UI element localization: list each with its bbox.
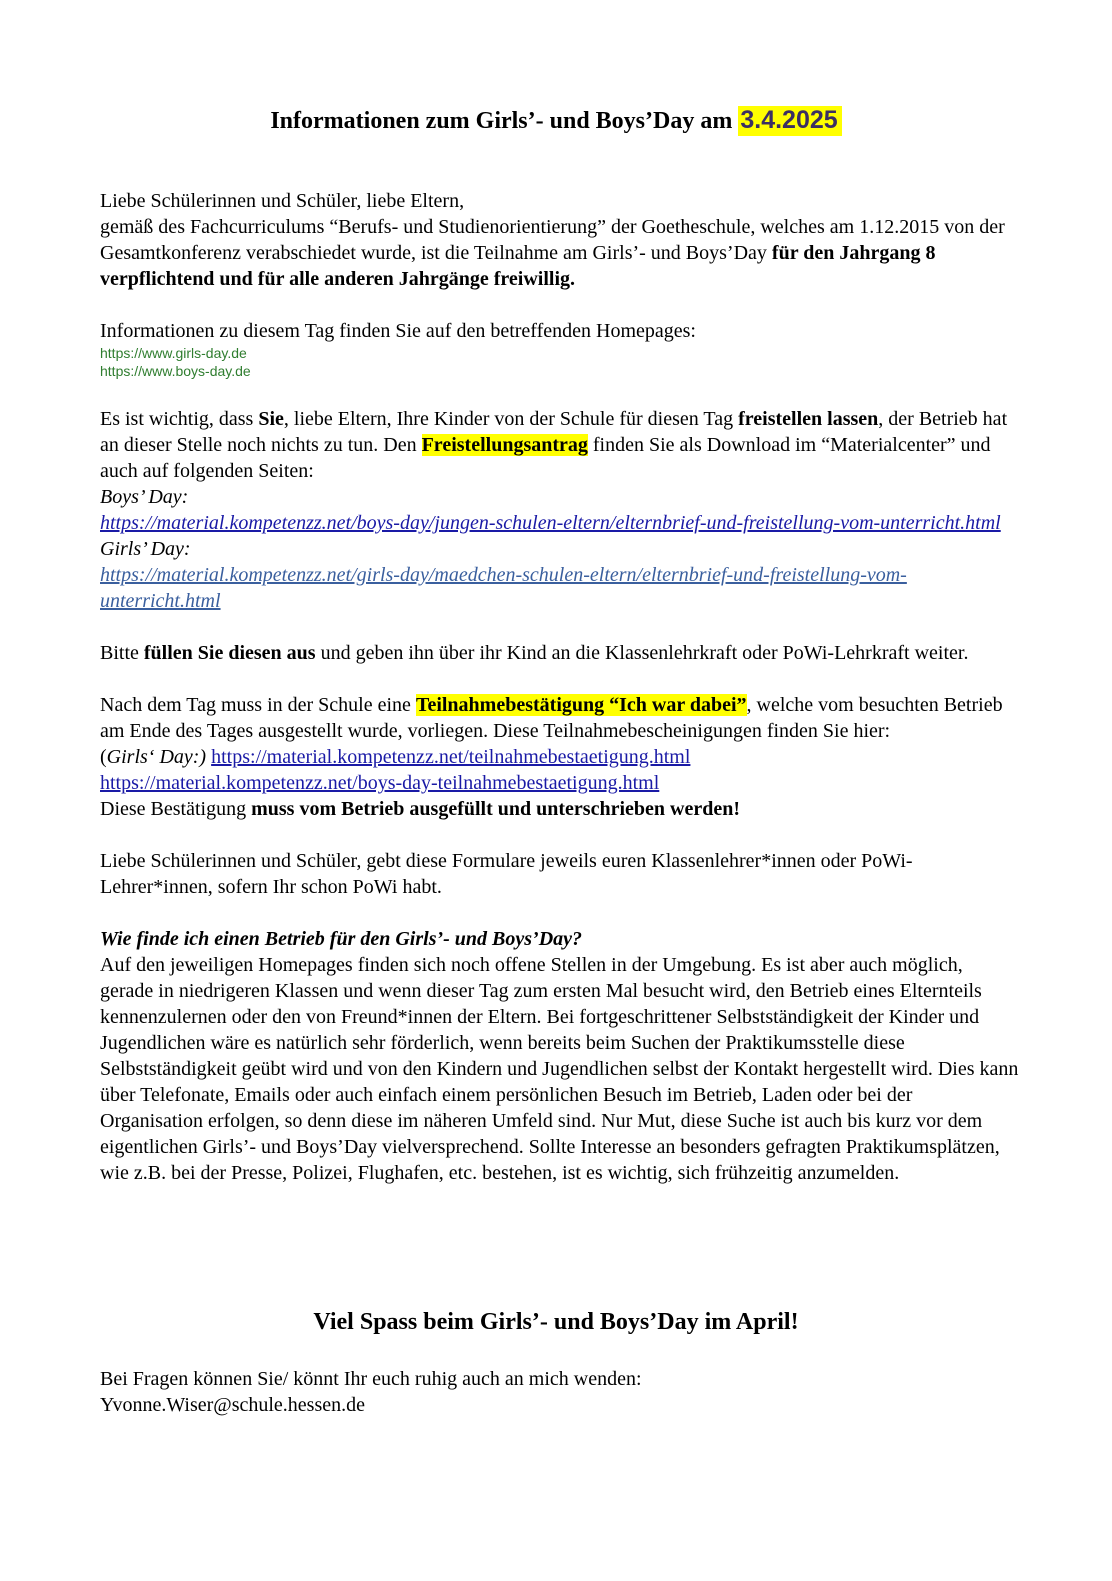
intro-bold: für den Jahrgang 8 verpflichtend und für alle anderen Jahrgänge freiwillig. [100,242,936,290]
freistellung-text-3: , der Betrieb hat an dieser Stelle noch nichts zu tun. Den [100,408,1008,456]
intro-greeting: Liebe Schülerinnen und Schüler, liebe Eltern, [100,190,465,212]
homepages-paragraph [100,318,1020,380]
confirm-girls-label: Girls‘ Day:) [106,746,207,768]
find-heading: Wie finde ich einen Betrieb für den Girls’- und Boys’Day? [100,928,583,950]
confirm-text-1: Nach dem Tag muss in der Schule eine [100,694,411,716]
contact-text: Bei Fragen können Sie/ könnt Ihr euch ruhig auch an mich wenden: [100,1368,642,1390]
freistellung-text-4: finden Sie als Download im “Materialcenter” und auch auf folgenden Seiten: [100,434,991,482]
fill-text-2: und geben ihn über ihr Kind an die Klassenlehrkraft oder PoWi-Lehrkraft weiter. [320,642,969,664]
girls-day-label: Girls’ Day: [100,538,191,560]
contact-section [100,1366,1020,1418]
girls-day-teilnahme-link[interactable]: https://material.kompetenzz.net/teilnahmebestaetigung.html [211,746,691,768]
boys-day-freistellung-link[interactable]: https://material.kompetenzz.net/boys-day/jungen-schulen-eltern/elternbrief-und-freistellung-vom-unterricht.html [100,512,1001,534]
freistellung-text-1: Es ist wichtig, dass [100,408,254,430]
girls-day-freistellung-link[interactable]: https://material.kompetenzz.net/girls-day/maedchen-schulen-eltern/elternbrief-und-freistellung-vom-unterricht.html [100,564,907,612]
students-paragraph: Liebe Schülerinnen und Schüler, gebt diese Formulare jeweils euren Klassenlehrer*innen oder PoWi-Lehrer*innen, sofern Ihr schon PoWi habt. [100,850,913,898]
closing-heading: Viel Spass beim Girls’- und Boys’Day im April! [313,1309,799,1335]
freistellung-bold-freistellen: freistellen lassen [738,408,879,430]
boys-day-label: Boys’ Day: [100,486,189,508]
freistellung-paragraph [100,406,1020,614]
confirm-text-3: Diese Bestätigung [100,798,247,820]
confirm-open-paren: ( [100,746,107,768]
contact-email[interactable]: Yvonne.Wiser@schule.hessen.de [100,1394,365,1416]
confirm-text-2: , welche vom besuchten Betrieb am Ende des Tages ausgestellt wurde, vorliegen. Diese Teilnahmebescheinigungen finden Sie hier: [100,694,1003,742]
confirm-bold: muss vom Betrieb ausgefüllt und unterschrieben werden! [251,798,740,820]
boys-day-homepage-link[interactable]: https://www.boys-day.de [100,363,251,379]
intro-paragraph [100,188,1020,292]
document-body [100,188,1020,1186]
confirmation-paragraph [100,692,1020,822]
homepages-text: Informationen zu diesem Tag finden Sie auf den betreffenden Homepages: [100,320,696,342]
fill-bold: füllen Sie diesen aus [143,642,316,664]
fill-paragraph [100,640,1020,666]
document-title [0,100,1112,141]
freistellung-bold-sie: Sie [258,408,284,430]
freistellungsantrag-highlight: Freistellungsantrag [421,434,588,456]
freistellung-text-2: , liebe Eltern, Ihre Kinder von der Schule für diesen Tag [283,408,734,430]
find-section [100,926,1020,1186]
teilnahmebestaetigung-highlight: Teilnahmebestätigung “Ich war dabei” [415,694,747,716]
girls-day-homepage-link[interactable]: https://www.girls-day.de [100,345,247,361]
title-date-highlight: 3.4.2025 [738,106,841,136]
fill-text-1: Bitte [100,642,139,664]
boys-day-teilnahme-link[interactable]: https://material.kompetenzz.net/boys-day-teilnahmebestaetigung.html [100,772,660,794]
intro-text: gemäß des Fachcurriculums “Berufs- und Studienorientierung” der Goetheschule, welches am 1.12.2015 von der Gesamtkonferenz verabschiedet wurde, ist die Teilnahme am Girls’- und Boys’Day [100,216,1005,264]
title-text: Informationen zum Girls’- und Boys’Day am [270,108,733,134]
find-text: Auf den jeweiligen Homepages finden sich noch offene Stellen in der Umgebung. Es ist aber auch möglich, gerade in niedrigeren Klassen und wenn dieser Tag zum ersten Mal besucht wird, den Betrieb eines Elternteils kennenzulernen oder den von Freund*innen der Eltern. Bei fortgeschrittener Selbstständigkeit der Kinder und Jugendlichen wäre es natürlich sehr förderlich, wenn bereits beim Suchen der Praktikumsstelle diese Selbstständigkeit geübt wird und von den Kindern und Jugendlichen selbst der Kontakt hergestellt wird. Dies kann über Telefonate, Emails oder auch einfach einem persönlichen Besuch im Betrieb, Laden oder bei der Organisation erfolgen, so denn diese im näheren Umfeld sind. Nur Mut, diese Suche ist auch bis kurz vor dem eigentlichen Girls’- und Boys’Day vielversprechend. Sollte Interesse an besonders gefragten Praktikumsplätzen, wie z.B. bei der Presse, Polizei, Flughafen, etc. bestehen, ist es wichtig, sich frühzeitig anzumelden. [100,954,1019,1184]
